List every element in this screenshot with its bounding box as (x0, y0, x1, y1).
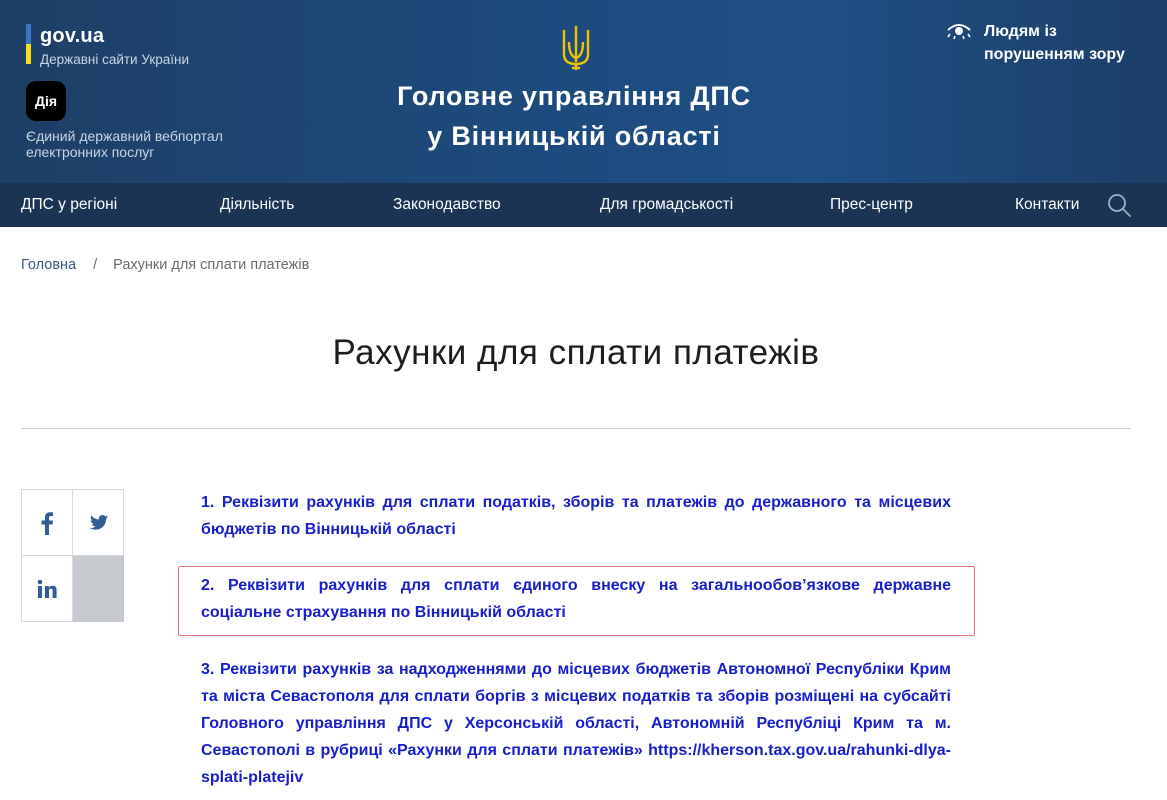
account-link-3[interactable]: 3. Реквізити рахунків за надходженнями до місцевих бюджетів Автономної Республіки Крим та міста Севастополя для сплати боргів з місцевих податків та зборів розміщені на субсайті Головного управління ДПС у Херсонській області, Автономній Республіці Крим та м. Севастополі в рубриці «Рахунки для сплати платежів» https://kherson.tax.gov.ua/rahunki-dlya-splati-platejiv (201, 661, 951, 786)
account-link-1[interactable]: 1. Реквізити рахунків для сплати податків, зборів та платежів до державного та місцевих бюджетів по Вінницькій області (201, 494, 951, 538)
nav-item-dps-region[interactable]: ДПС у регіоні (21, 196, 118, 213)
linkedin-icon (37, 579, 57, 599)
accessibility-label-line2: порушенням зору (984, 46, 1125, 63)
accessibility-button[interactable] (946, 20, 1125, 66)
site-header (0, 0, 1167, 183)
govua-subtitle: Державні сайти України (40, 52, 189, 67)
govua-logo-link[interactable] (26, 24, 189, 70)
diia-logo[interactable]: Дія (26, 81, 66, 121)
share-facebook-button[interactable] (22, 490, 73, 556)
trident-icon[interactable] (560, 24, 592, 72)
page-title: Рахунки для сплати платежів (332, 333, 820, 372)
nav-item-press-center[interactable]: Прес-центр (830, 196, 913, 213)
share-empty-cell (73, 556, 124, 622)
title-divider (21, 428, 1131, 429)
facebook-icon (40, 511, 54, 535)
breadcrumb-home-link[interactable]: Головна (21, 257, 77, 273)
diia-subtitle: Єдиний державний вебпортал електронних послуг (26, 128, 223, 160)
breadcrumb (21, 257, 309, 273)
site-title[interactable] (374, 76, 774, 156)
site-title-line1: Головне управління ДПС (397, 81, 751, 111)
nav-item-legislation[interactable]: Законодавство (393, 196, 501, 213)
site-title-line2: у Вінницькій області (427, 121, 721, 151)
eye-icon (946, 22, 972, 40)
main-nav (0, 183, 1167, 227)
twitter-icon (90, 515, 108, 530)
accessibility-label-line1: Людям із (984, 23, 1057, 40)
breadcrumb-separator: / (93, 257, 98, 273)
govua-title[interactable]: gov.ua (40, 25, 105, 47)
nav-item-public[interactable]: Для громадськості (600, 196, 734, 213)
share-panel (21, 489, 124, 622)
share-linkedin-button[interactable] (22, 556, 73, 622)
breadcrumb-current: Рахунки для сплати платежів (113, 257, 310, 273)
account-link-2[interactable]: 2. Реквізити рахунків для сплати єдиного внеску на загальнообов’язкове державне соціальне страхування по Вінницькій області (201, 577, 951, 621)
share-twitter-button[interactable] (73, 490, 124, 556)
nav-item-activity[interactable]: Діяльність (220, 196, 295, 213)
search-icon[interactable] (1106, 192, 1132, 218)
ukraine-flag-icon (26, 24, 31, 64)
nav-item-contacts[interactable]: Контакти (1015, 196, 1080, 213)
